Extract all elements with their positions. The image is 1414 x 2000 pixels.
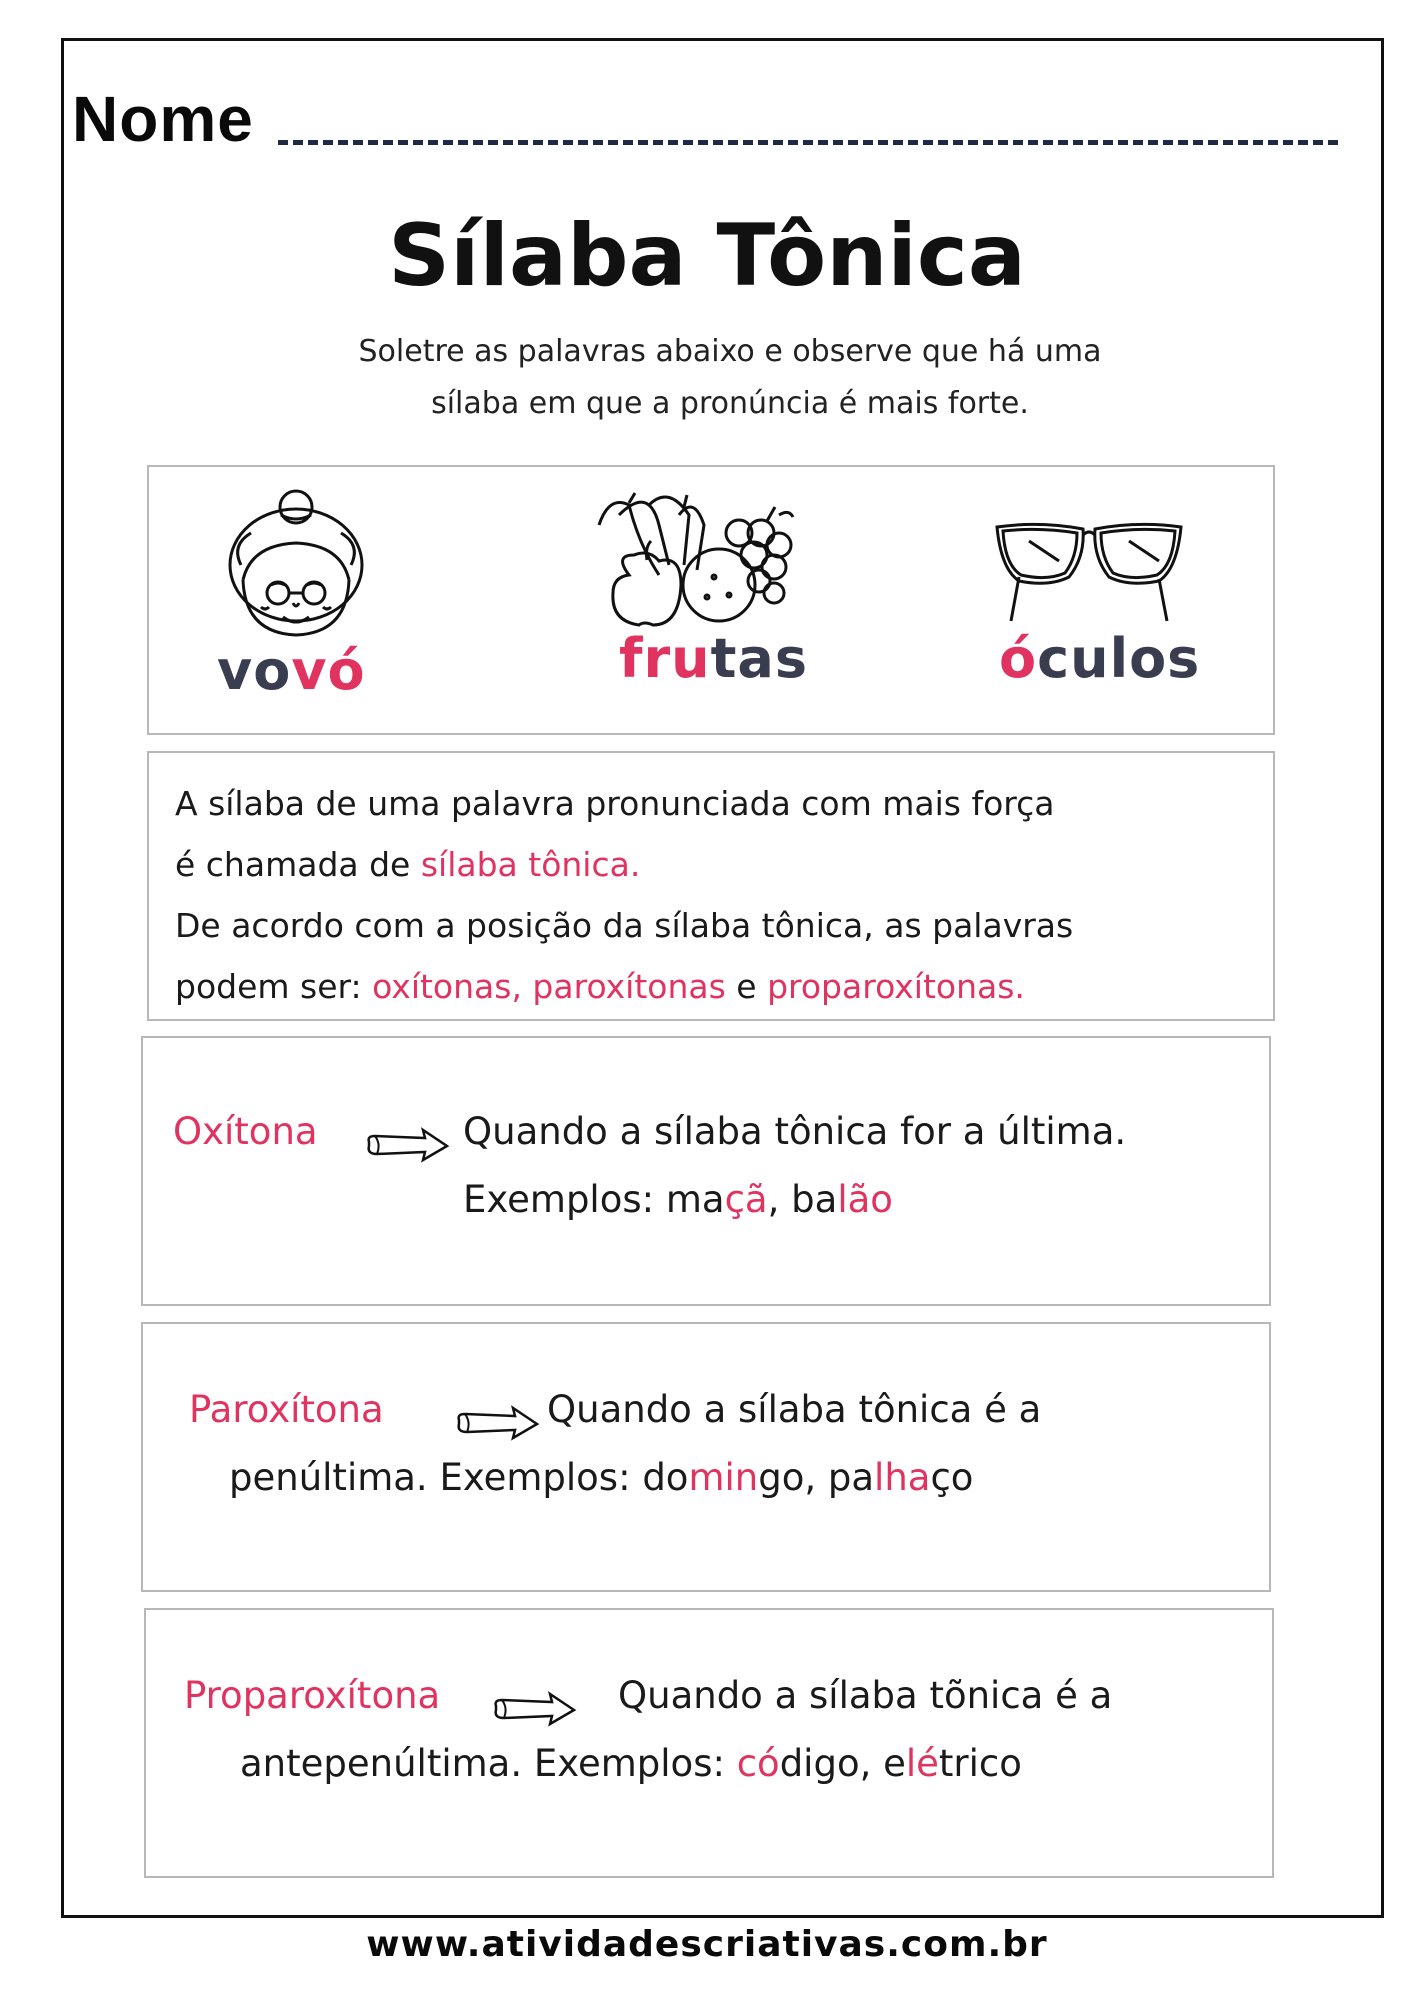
definition-line-1: A sílaba de uma palavra pronunciada com mais força	[175, 784, 1055, 823]
proparoxitona-examples: antepenúltima. Exemplos: código, elétrico	[240, 1742, 1022, 1785]
word-frutas: frutas	[619, 627, 808, 690]
arrow-icon	[492, 1690, 578, 1730]
proparoxitona-box	[144, 1608, 1274, 1878]
pictures-box	[147, 465, 1275, 735]
oxitona-box	[141, 1036, 1271, 1306]
fruits-icon	[589, 485, 799, 635]
definition-line-3: De acordo com a posição da sílaba tônica, as palavras	[175, 906, 1074, 945]
paroxitona-definition: Quando a sílaba tônica é a	[547, 1388, 1042, 1431]
instructions-line-1: Soletre as palavras abaixo e observe que há uma	[358, 334, 1102, 369]
footer-url[interactable]: www.atividadescriativas.com.br	[366, 1924, 1048, 1965]
oxitona-definition: Quando a sílaba tônica for a última.	[463, 1110, 1127, 1153]
definition-line-2: é chamada de sílaba tônica.	[175, 845, 641, 884]
definition-line-4: podem ser: oxítonas, paroxítonas e proparoxítonas.	[175, 967, 1025, 1006]
oxitona-examples: Exemplos: maçã, balão	[463, 1178, 893, 1221]
name-input-line[interactable]	[278, 140, 1338, 145]
glasses-icon	[989, 517, 1189, 627]
definition-box	[147, 751, 1275, 1021]
name-label: Nome	[72, 83, 254, 155]
arrow-icon	[365, 1126, 451, 1166]
oxitona-heading: Oxítona	[173, 1110, 318, 1153]
proparoxitona-definition: Quando a sílaba tõnica é a	[618, 1674, 1113, 1717]
grandmother-icon	[221, 485, 371, 645]
paroxitona-heading: Paroxítona	[189, 1388, 384, 1431]
arrow-icon	[455, 1404, 541, 1444]
instructions	[300, 326, 1160, 430]
word-oculos: óculos	[999, 627, 1201, 690]
paroxitona-examples: penúltima. Exemplos: domingo, palhaço	[229, 1456, 974, 1499]
name-row	[72, 82, 1272, 162]
proparoxitona-heading: Proparoxítona	[184, 1674, 441, 1717]
page-title: Sílaba Tônica	[388, 206, 1026, 306]
definition-text	[175, 773, 1255, 1017]
word-vovo: vovó	[217, 639, 366, 702]
instructions-line-2: sílaba em que a pronúncia é mais forte.	[431, 386, 1029, 421]
paroxitona-box	[141, 1322, 1271, 1592]
